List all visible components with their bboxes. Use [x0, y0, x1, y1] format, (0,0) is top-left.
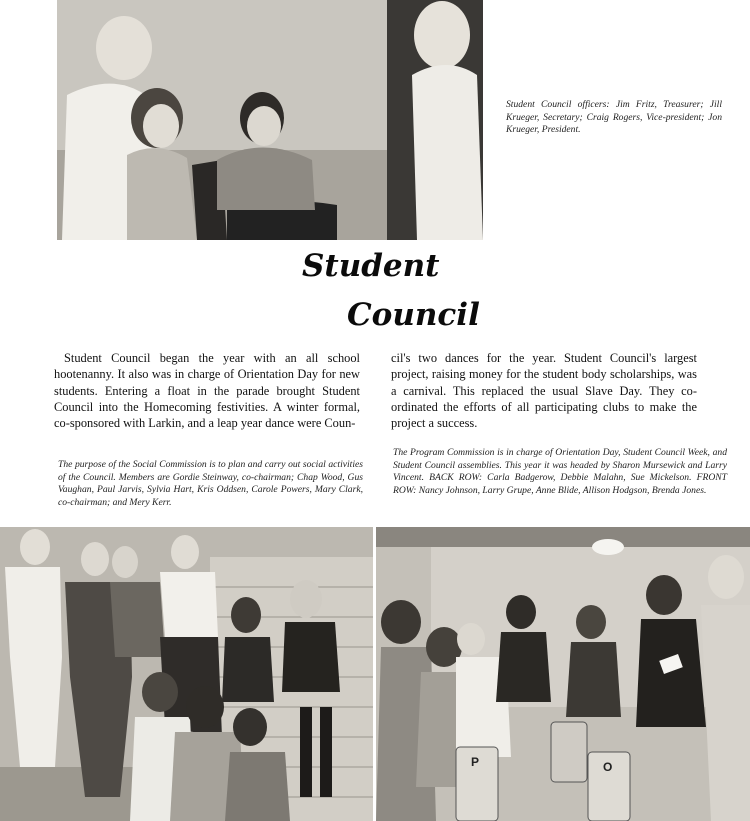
program-commission-photo	[376, 527, 750, 821]
seat-letter-o: O	[603, 760, 613, 774]
officers-caption: Student Council officers: Jim Fritz, Treasurer; Jill Krueger, Secretary; Craig Rogers, Vice-president; Jon Krueger, President.	[506, 99, 722, 136]
seat-letter-p: P	[471, 755, 480, 769]
body-text-right-column: cil's two dances for the year. Student Council's largest project, raising money for the student body scholarships, was a carnival. This replaced the usual Slave Day. They co-ordinated the efforts of all participating clubs to make the project a success.	[391, 351, 697, 431]
page-title-line-1: Student	[302, 248, 440, 284]
officers-photo	[57, 0, 483, 240]
program-commission-caption: The Program Commission is in charge of Orientation Day, Student Council Week, and Student Council assemblies. This year it was headed by Sharon Mursewick and Larry Vincent. BACK ROW: Carla Badgerow, Debbie Malahn, Sue Mickelson. FRONT ROW: Nancy Johnson, Larry Grupe, Anne Blide, Allison Hodgson, Brenda Jones.	[393, 447, 727, 496]
social-commission-caption: The purpose of the Social Commission is to plan and carry out social activities of the Council. Members are Gordie Steinway, co-chairman; Chap Wood, Gus Vaughan, Paul Jarvis, Sylvia Hart, Kris Oddsen, Carole Powers, Mary Clark, co-chairman; and Mery Kerr.	[58, 459, 363, 508]
social-commission-photo	[0, 527, 373, 821]
body-text-left-column: Student Council began the year with an all school hootenanny. It also was in charge of Orientation Day for new students. Entering a float in the parade brought Student Council into the Homecoming festivities. A winter formal, co-sponsored with Larkin, and a leap year dance were Coun-	[54, 351, 360, 431]
page-title-line-2: Council	[347, 297, 480, 333]
